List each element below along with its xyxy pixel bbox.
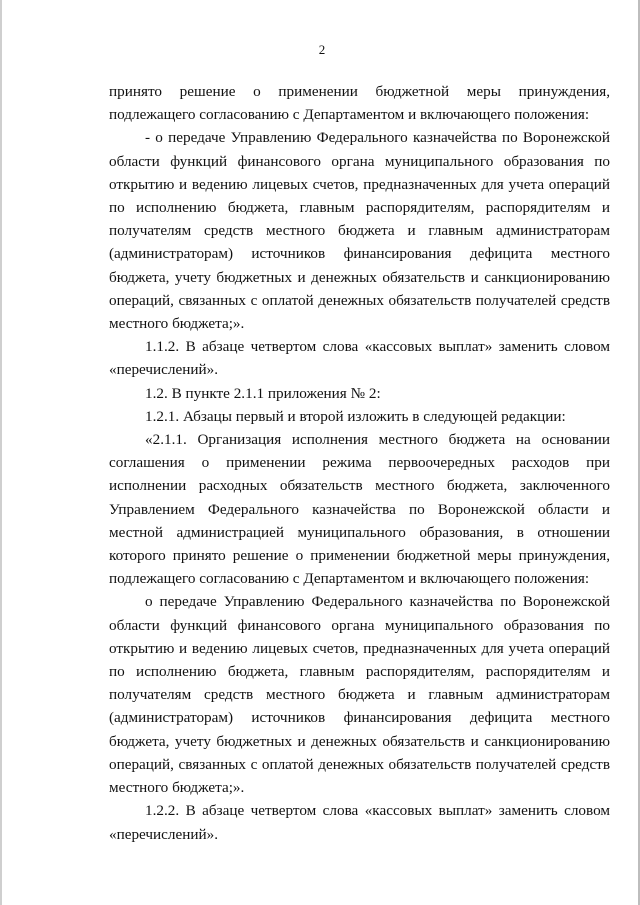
paragraph: о передаче Управлению Федерального казначейства по Воронежской области функций финансового органа муниципального образования по открытию и ведению лицевых счетов, предназначенных для учета операций по исполнению бюджета, главным распорядителям, распорядителям и получателям средств местного бюджета и главным администраторам (администраторам) источников финансирования дефицита местного бюджета, учету бюджетных и денежных обязательств и санкционированию операций, связанных с оплатой денежных обязательств получателей средств местного бюджета;».	[109, 593, 610, 797]
paragraph: 1.1.2. В абзаце четвертом слова «кассовых выплат» заменить словом «перечислений».	[109, 338, 610, 379]
paragraph: 1.2.1. Абзацы первый и второй изложить в следующей редакции:	[145, 407, 566, 425]
paragraph: принято решение о применении бюджетной меры принуждения, подлежащего согласованию с Департаментом и включающего положения:	[109, 83, 610, 124]
page-number: 2	[318, 42, 326, 57]
document-body	[109, 80, 610, 846]
paragraph: «2.1.1. Организация исполнения местного бюджета на основании соглашения о применении режима первоочередных расходов при исполнении расходных обязательств местного бюджета, заключенного Управлением Федерального казначейства по Воронежской области и местной администрацией муниципального образования, в отношении которого принято решение о применении бюджетной меры принуждения, подлежащего согласованию с Департаментом и включающего положения:	[109, 431, 610, 588]
paragraph: 1.2.2. В абзаце четвертом слова «кассовых выплат» заменить словом «перечислений».	[109, 802, 610, 843]
paragraph: 1.2. В пункте 2.1.1 приложения № 2:	[145, 384, 381, 402]
paragraph: - о передаче Управлению Федерального казначейства по Воронежской области функций финансового органа муниципального образования по открытию и ведению лицевых счетов, предназначенных для учета операций по исполнению бюджета, главным распорядителям, распорядителям и получателям средств местного бюджета и главным администраторам (администраторам) источников финансирования дефицита местного бюджета, учету бюджетных и денежных обязательств и санкционированию операций, связанных с оплатой денежных обязательств получателей средств местного бюджета;».	[109, 129, 610, 333]
